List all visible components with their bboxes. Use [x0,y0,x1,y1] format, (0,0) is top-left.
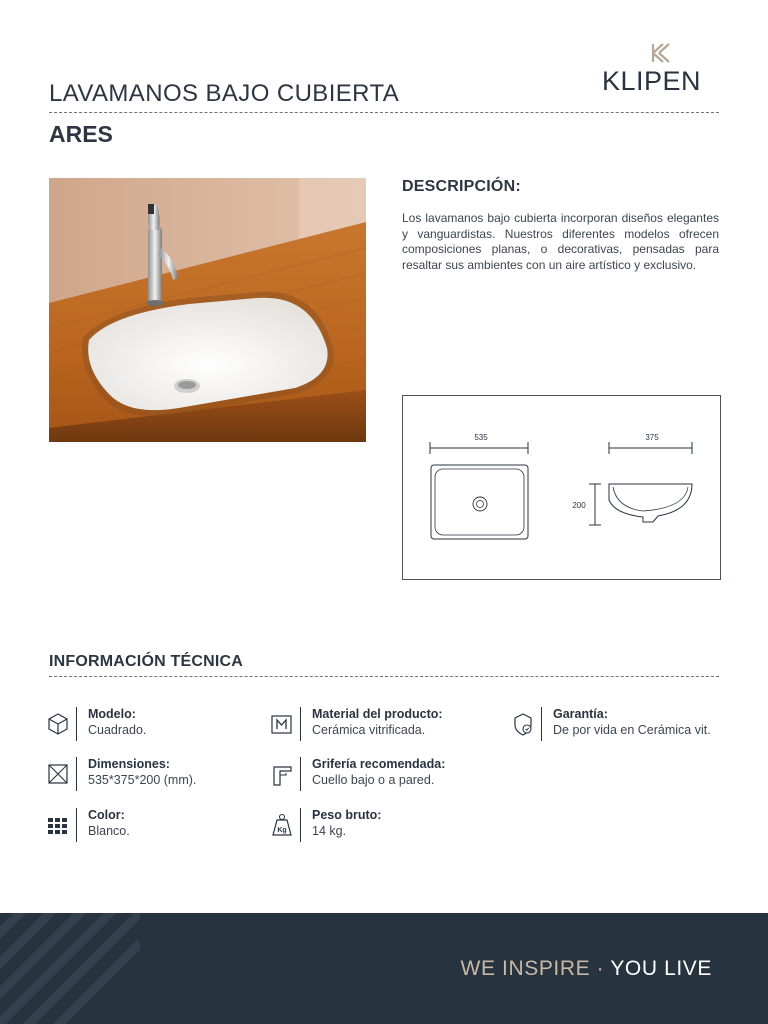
product-photo [49,178,366,442]
description-title: DESCRIPCIÓN: [402,178,521,195]
tagline-separator: · [596,957,605,980]
tagline [461,957,712,981]
technical-info-title: INFORMACIÓN TÉCNICA [49,653,244,670]
spec-value: Cerámica vitrificada. [312,723,426,737]
brand-name: KLIPEN [602,66,702,96]
depth-dimension-label: 375 [645,433,659,442]
spec-label: Modelo: [88,707,136,721]
spec-divider [76,707,77,741]
category-title: LAVAMANOS BAJO CUBIERTA [49,80,400,107]
technical-info-divider [49,676,719,677]
footer-banner [0,913,768,1024]
color-grid-icon [47,812,69,838]
spec-value: De por vida en Cerámica vit. [553,723,711,737]
spec-divider [300,757,301,791]
warranty-shield-icon [512,711,534,737]
klipen-logo-mark-icon [650,42,672,64]
material-m-icon [271,711,293,737]
top-view-drawing [430,442,528,539]
tagline-we-inspire: WE INSPIRE [460,957,591,980]
spec-divider [300,707,301,741]
width-dimension-label: 535 [474,433,488,442]
svg-text:Kg: Kg [277,827,287,834]
brand-logo [600,40,720,100]
height-dimension-label: 200 [572,501,586,510]
spec-divider [76,808,77,842]
technical-drawing [402,395,721,580]
spec-value: Cuadrado. [88,723,147,737]
spec-value: 14 kg. [312,824,347,838]
spec-divider [541,707,542,741]
weight-kg-icon [271,812,293,838]
spec-label: Garantía: [553,707,608,721]
spec-label: Peso bruto: [312,808,382,822]
spec-value: 535*375*200 (mm). [88,773,197,787]
spec-label: Grifería recomendada: [312,757,446,771]
footer-stripes-decoration [0,913,140,1024]
product-name: ARES [49,121,113,147]
side-view-drawing [589,442,692,525]
tagline-you-live: YOU LIVE [610,957,712,980]
spec-label: Material del producto: [312,707,443,721]
spec-divider [300,808,301,842]
spec-label: Color: [88,808,125,822]
spec-divider [76,757,77,791]
spec-value: Blanco. [88,824,130,838]
spec-label: Dimensiones: [88,757,170,771]
dimensions-icon [47,761,69,787]
header-divider [49,112,719,113]
cube-icon [47,711,69,737]
spec-value: Cuello bajo o a pared. [312,773,435,787]
description-text: Los lavamanos bajo cubierta incorporan diseños elegantes y vanguardistas. Nuestros diferentes modelos ofrecen composiciones planas, o decorativas, pensadas para resaltar sus ambientes con un aire artístico y exclusivo. [402,211,719,272]
faucet-icon [271,761,293,787]
